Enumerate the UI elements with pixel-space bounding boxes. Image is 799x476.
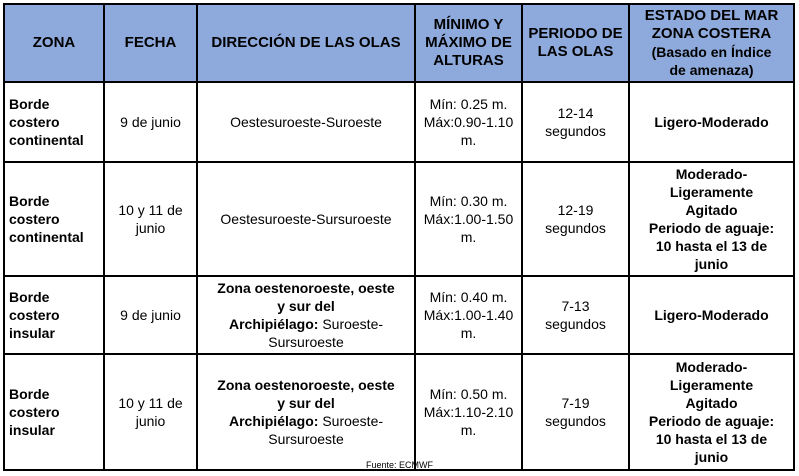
header-fecha: FECHA	[104, 4, 197, 82]
wave-forecast-table	[3, 3, 795, 471]
header-row	[4, 4, 794, 82]
cell-zona: Borde costero continental	[4, 162, 104, 276]
cell-zona: Borde costero insular	[4, 276, 104, 354]
header-periodo: PERIODO DE LAS OLAS	[522, 4, 629, 82]
cell-alturas: Mín: 0.30 m. Máx:1.00-1.50 m.	[415, 162, 522, 276]
cell-periodo: 12-14 segundos	[522, 82, 629, 162]
cell-estado: Moderado- Ligeramente Agitado Periodo de aguaje: 10 hasta el 13 de junio	[629, 354, 794, 470]
cell-direccion: Oestesuroeste-Suroeste	[197, 82, 415, 162]
cell-periodo: 12-19 segundos	[522, 162, 629, 276]
header-alturas: MÍNIMO Y MÁXIMO DE ALTURAS	[415, 4, 522, 82]
source-caption: Fuente: ECMWF	[365, 460, 433, 470]
cell-direccion: Oestesuroeste-Sursuroeste	[197, 162, 415, 276]
cell-periodo: 7-13 segundos	[522, 276, 629, 354]
cell-fecha: 9 de junio	[104, 276, 197, 354]
header-zona: ZONA	[4, 4, 104, 82]
cell-zona: Borde costero continental	[4, 82, 104, 162]
cell-estado: Moderado- Ligeramente Agitado Periodo de aguaje: 10 hasta el 13 de junio	[629, 162, 794, 276]
cell-fecha: 10 y 11 de junio	[104, 354, 197, 470]
cell-periodo: 7-19 segundos	[522, 354, 629, 470]
table-row	[4, 162, 794, 276]
header-estado: ESTADO DEL MAR ZONA COSTERA (Basado en Índice de amenaza)	[629, 4, 794, 82]
table-row	[4, 354, 794, 470]
cell-direccion: Zona oestenoroeste, oeste y sur del Archipiélago: Suroeste- Sursuroeste	[197, 276, 415, 354]
cell-zona: Borde costero insular	[4, 354, 104, 470]
table-row	[4, 276, 794, 354]
cell-estado: Ligero-Moderado	[629, 82, 794, 162]
cell-alturas: Mín: 0.40 m. Máx:1.00-1.40 m.	[415, 276, 522, 354]
cell-estado: Ligero-Moderado	[629, 276, 794, 354]
table-row	[4, 82, 794, 162]
cell-direccion: Zona oestenoroeste, oeste y sur del Archipiélago: Suroeste- Sursuroeste	[197, 354, 415, 470]
cell-alturas: Mín: 0.50 m. Máx:1.10-2.10 m.	[415, 354, 522, 470]
cell-alturas: Mín: 0.25 m. Máx:0.90-1.10 m.	[415, 82, 522, 162]
cell-fecha: 9 de junio	[104, 82, 197, 162]
cell-fecha: 10 y 11 de junio	[104, 162, 197, 276]
header-direccion: DIRECCIÓN DE LAS OLAS	[197, 4, 415, 82]
